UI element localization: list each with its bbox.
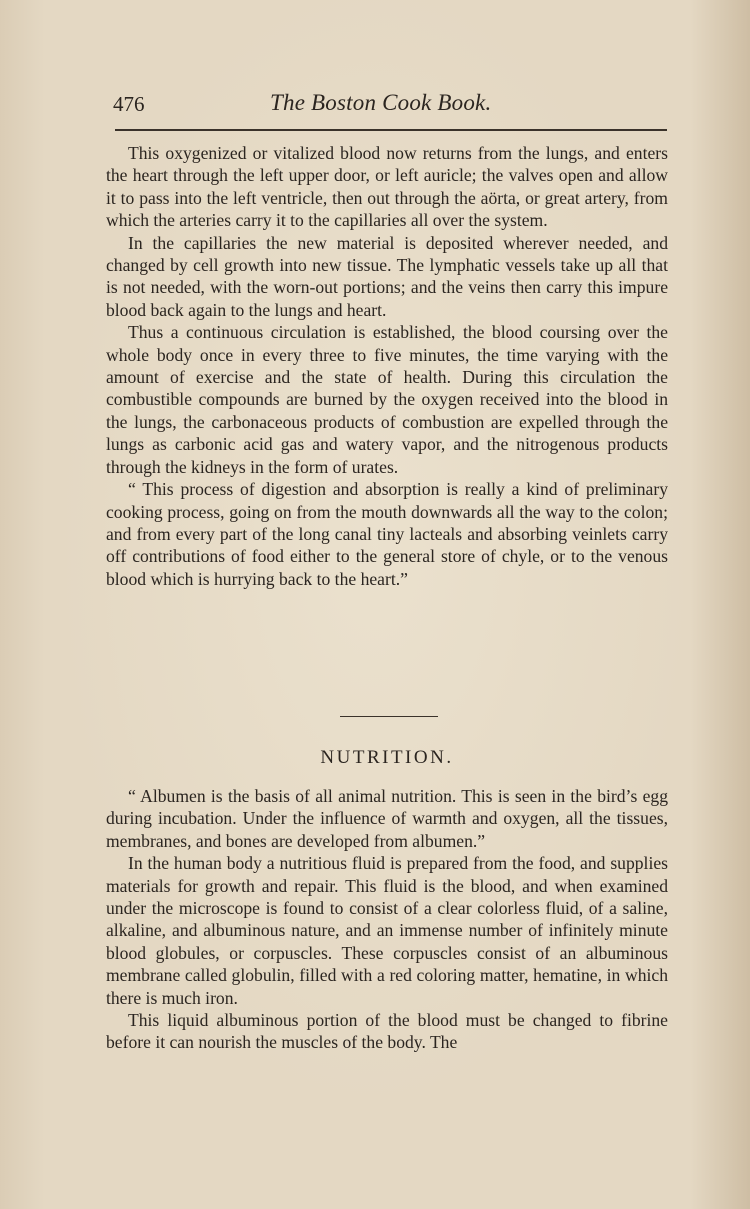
section-heading-nutrition: NUTRITION.: [320, 747, 454, 768]
page-number: 476: [113, 92, 145, 116]
section-divider: [340, 716, 438, 717]
running-title: The Boston Cook Book.: [270, 90, 492, 115]
paragraph: Thus a continuous circulation is established, the blood coursing over the whole body once in every three to five minutes, the time varying with the amount of exercise and the state of health. During this circulation the combustible compounds are burned by the oxygen received into the blood in the lungs, the carbonaceous products of combustion are expelled through the lungs as carbonic acid gas and watery vapor, and the nitrogenous products through the kidneys in the form of urates.: [106, 322, 668, 477]
nutrition-section: [106, 785, 668, 1054]
page-header: [113, 88, 668, 122]
header-rule: [115, 129, 667, 131]
paragraph: This oxygenized or vitalized blood now returns from the lungs, and enters the heart through the left upper door, or left auricle; the valves open and allow it to pass into the left ventricle, then out through the aörta, or great artery, from which the arteries carry it to the capillaries all over the system.: [106, 143, 668, 231]
paragraph: “ Albumen is the basis of all animal nutrition. This is seen in the bird’s egg during incubation. Under the influence of warmth and oxygen, all the tissues, membranes, and bones are developed from albumen.”: [106, 786, 668, 851]
paragraph: This liquid albuminous portion of the blood must be changed to fibrine before it can nourish the muscles of the body. The: [106, 1010, 668, 1053]
paragraph: In the capillaries the new material is deposited wherever needed, and changed by cell growth into new tissue. The lymphatic vessels take up all that is not needed, with the worn-out portions; and the veins then carry this impure blood back again to the lungs and heart.: [106, 232, 668, 320]
circulation-section: [106, 142, 668, 590]
paragraph: In the human body a nutritious fluid is prepared from the food, and supplies materials for growth and repair. This fluid is the blood, and when examined under the microscope is found to consist of a clear colorless fluid, of a saline, alkaline, and albuminous nature, and an immense number of infinitely minute blood globules, or corpuscles. These corpuscles consist of an albuminous membrane called globulin, filled with a red coloring matter, hematine, in which there is much iron.: [106, 853, 668, 1008]
paragraph: “ This process of digestion and absorption is really a kind of preliminary cooking process, going on from the mouth downwards all the way to the colon; and from every part of the long canal tiny lacteals and absorbing veinlets carry off contributions of food either to the general store of chyle, or to the venous blood which is hurrying back to the heart.”: [106, 479, 668, 589]
